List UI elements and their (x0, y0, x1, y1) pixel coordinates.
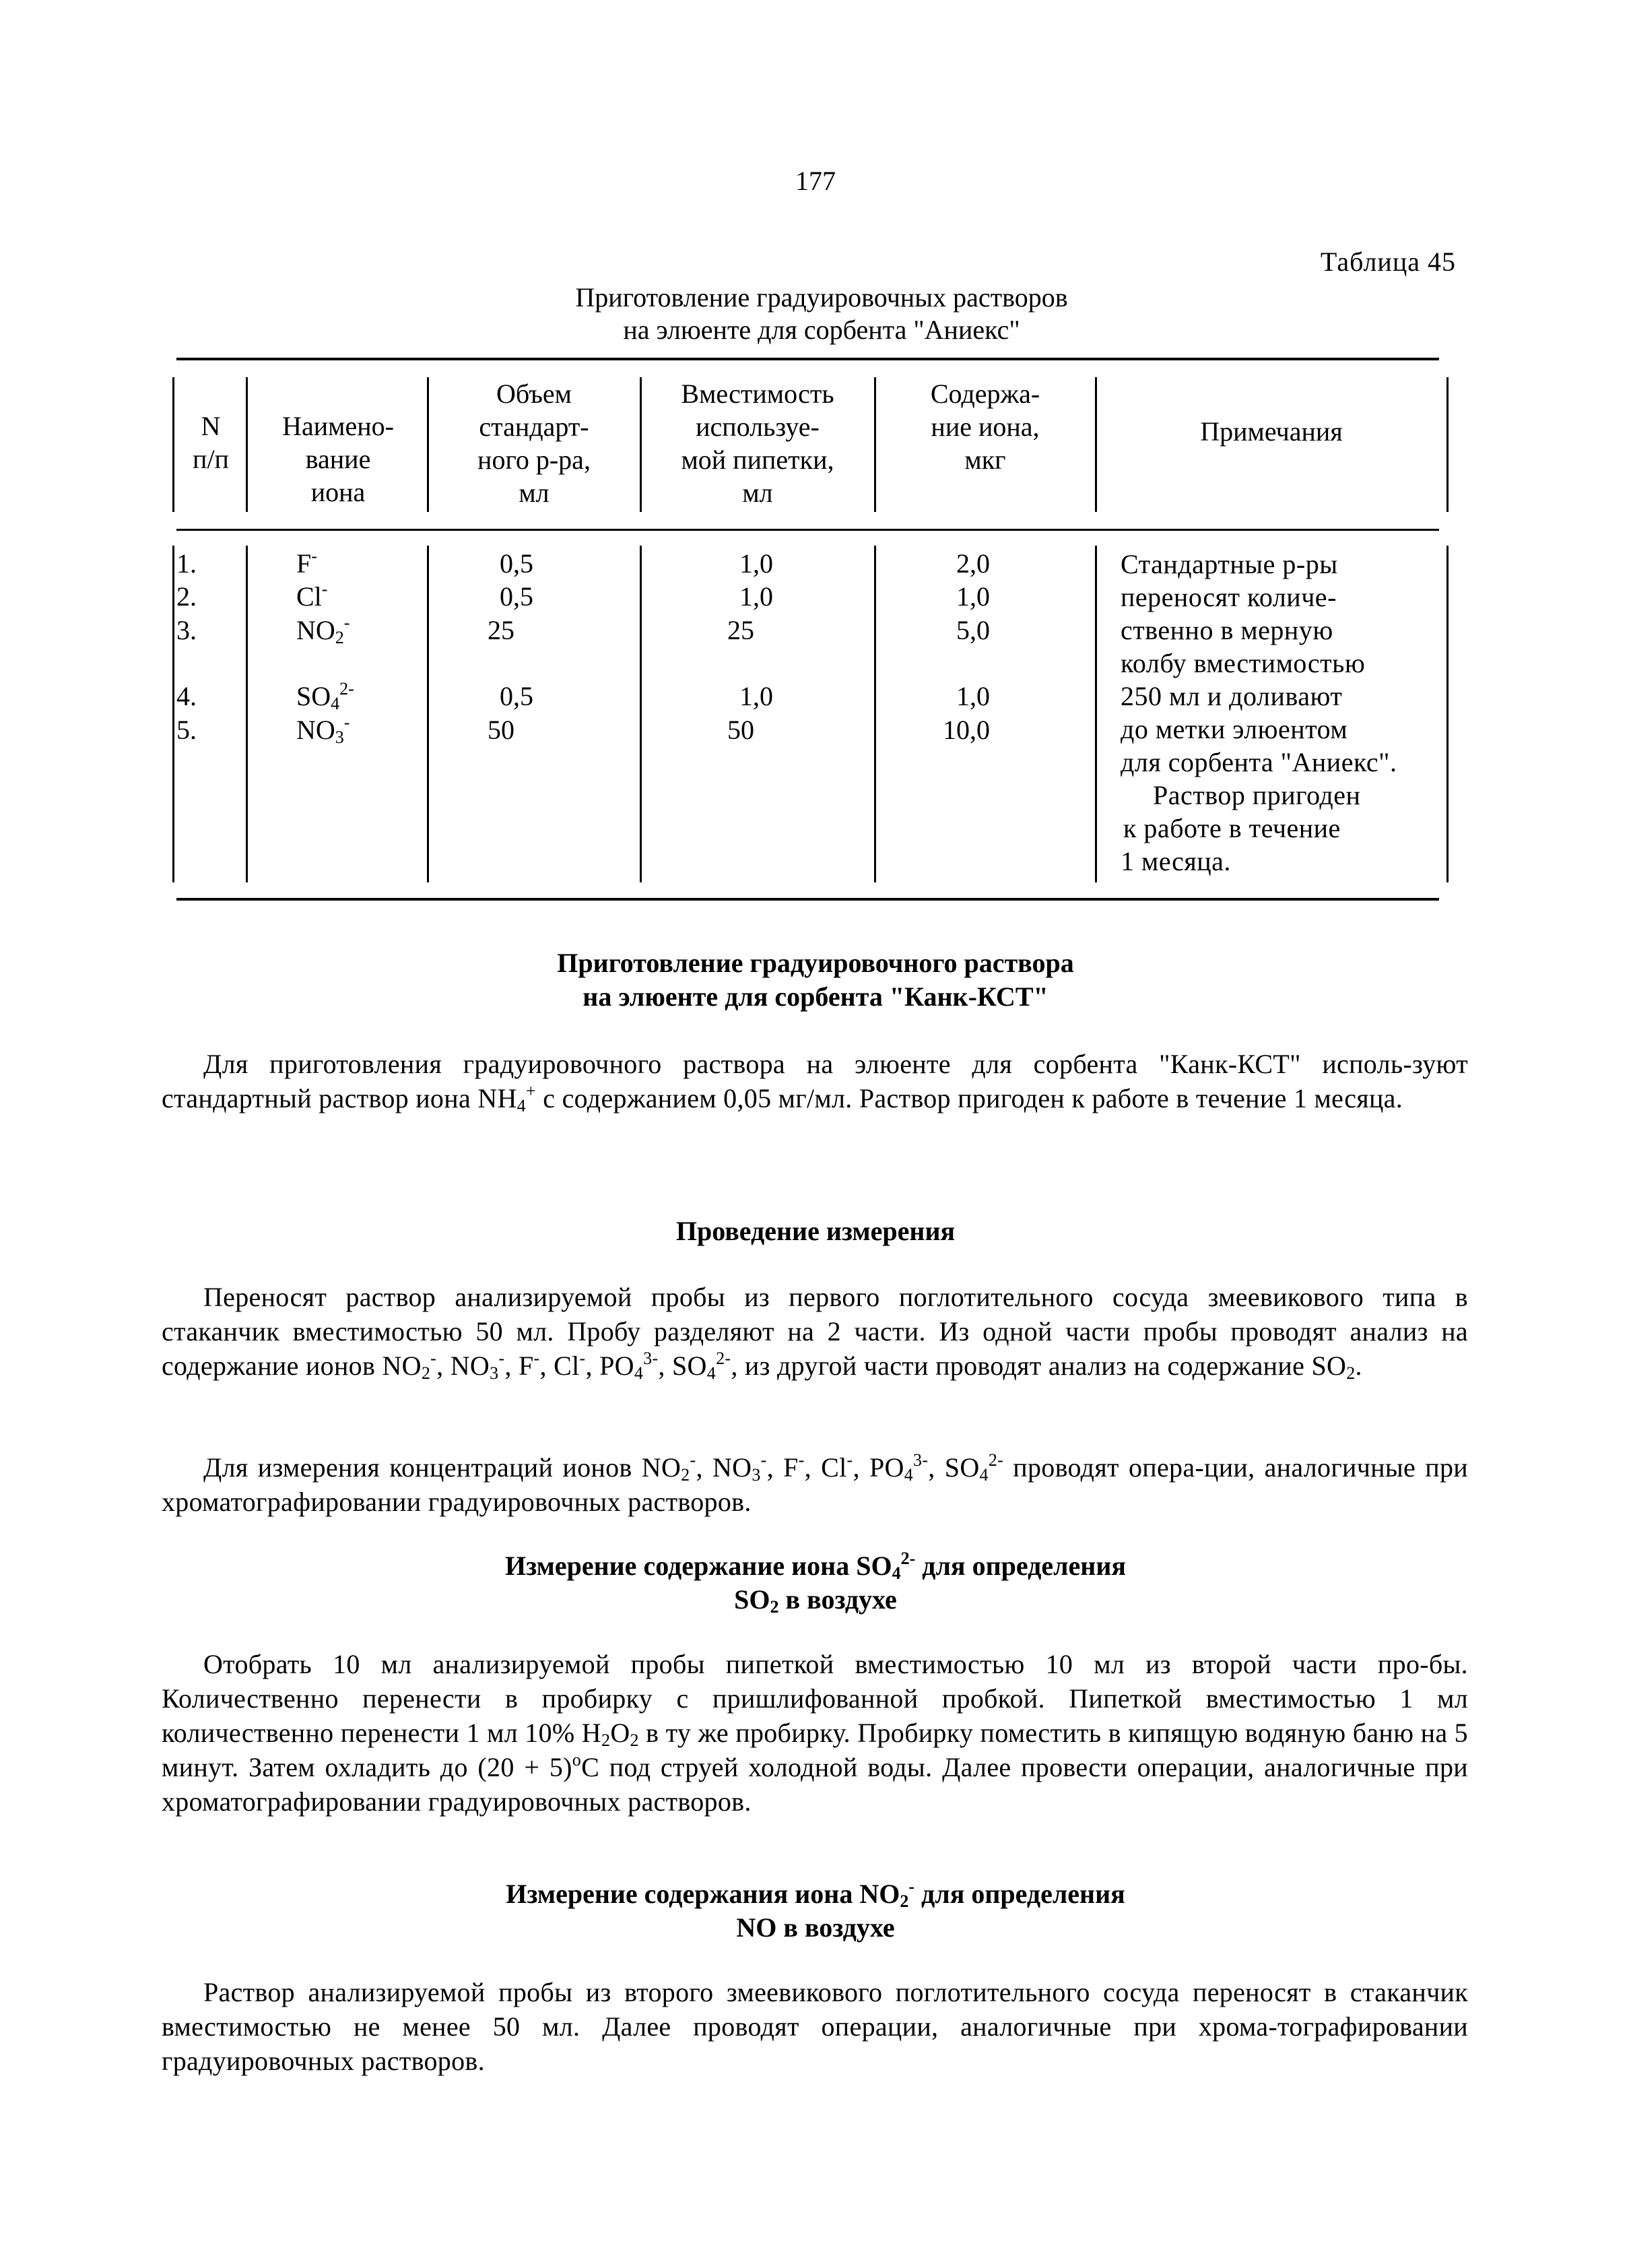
note-line: 250 мл и доливают (1121, 681, 1343, 711)
header-volume: Объем стандарт- ного р-ра, мл (477, 379, 591, 508)
table-label: Таблица 45 (1320, 247, 1456, 277)
paragraph-measurement-1: Переносят раствор анализируемой пробы из первого поглотительного сосуда змеевикового типа в стаканчик вместимостью 50 мл. Пробу разделяют на 2 части. Из одной части пробы проводят анализ на содержание ионов $NO_2^-$, $NO_3^-$, F-, Cl-, $PO_4^{3-}$, $SO_4^{2-}$, из другой части проводят анализ на содержание $SO_2$. (162, 1282, 1468, 1383)
row-content: 2,0 (956, 548, 990, 579)
header-ion-name: Наимено- вание иона (282, 411, 394, 507)
table-bottom-rule (176, 898, 1439, 901)
row-number: 5. (176, 715, 197, 745)
table-divider-body (874, 546, 876, 882)
table-title-line2: на элюенте для сорбента "Аниекс" (623, 315, 1020, 345)
paragraph-so4: Отобрать 10 мл анализируемой пробы пипеткой вместимостью 10 мл из второй части про-бы. Количественно перенести в пробирку с пришлифованной пробкой. Пипеткой вместимостью 1 мл количественно перенести 1 мл 10% $H_2O_2$ в ту же пробирку. Пробирку поместить в кипящую водяную баню на 5 минут. Затем охладить до $(20 + 5)^oС$ под струей холодной воды. Далее провести операции, аналогичные при хроматографировании градуировочных растворов. (162, 1649, 1468, 1817)
paragraph-measurement-2: Для измерения концентраций ионов $NO_2^-$, $NO_3^-$, F-, Cl-, $PO_4^{3-}$, $SO_4^{2-}$ проводят опера-ции, аналогичные при хроматографировании градуировочных растворов. (162, 1450, 1469, 1517)
row-volume: 25 (488, 615, 514, 645)
table-divider-body (427, 546, 429, 882)
row-volume: 0,5 (500, 548, 533, 579)
row-ion: Cl- (296, 579, 328, 612)
header-pipette: Вместимость используе- мой пипетки, мл (681, 379, 834, 508)
table-border-right-header (1446, 377, 1449, 512)
note-line: для сорбента "Аниекс". (1121, 747, 1397, 777)
table-divider-body (640, 546, 642, 882)
row-ion: $NO_3^-$ (296, 713, 350, 747)
note-line: до метки элюентом (1121, 714, 1348, 744)
row-number: 1. (176, 548, 197, 579)
notes-cell (1121, 548, 1444, 878)
row-pipette: 1,0 (739, 581, 773, 612)
note-line: 1 месяца. (1121, 846, 1231, 876)
row-ion: F- (296, 546, 317, 579)
row-ion: $NO_2^-$ (296, 613, 350, 647)
table-header-rule (176, 529, 1439, 531)
table-title-line1: Приготовление градуировочных растворов (575, 282, 1068, 313)
row-volume: 50 (488, 715, 514, 745)
section-title-kank: Приготовление градуировочного раствора на элюенте для сорбента "Канк-КСТ" (557, 948, 1074, 1012)
paragraph-no2: Раствор анализируемой пробы из второго змеевикового поглотительного сосуда переносят в стаканчик вместимостью не менее 50 мл. Далее проводят операции, аналогичные при хрома-тографировании градуировочных растворов. (162, 1977, 1468, 2076)
section-title-measurement: Проведение измерения (675, 1216, 956, 1246)
header-notes: Примечания (1200, 416, 1343, 447)
row-number: 4. (176, 681, 197, 711)
note-line: переносят количе- (1121, 582, 1337, 612)
row-pipette: 50 (727, 715, 754, 745)
row-pipette: 1,0 (739, 548, 773, 579)
row-content: 1,0 (956, 681, 990, 711)
page-number: 177 (795, 166, 836, 196)
note-line: ственно в мерную (1121, 615, 1333, 645)
row-content: 5,0 (956, 615, 990, 645)
row-content: 1,0 (956, 581, 990, 612)
note-line: колбу вместимостью (1121, 648, 1366, 678)
row-volume: 0,5 (500, 581, 533, 612)
note-line: Стандартные р-ры (1121, 549, 1338, 579)
row-pipette: 25 (727, 615, 754, 645)
table-divider-body (1095, 546, 1097, 882)
table-border-right-body (1446, 546, 1449, 882)
table-border-left-body (172, 546, 174, 882)
row-number: 2. (176, 581, 197, 612)
table-top-rule (176, 358, 1439, 360)
header-content: Содержа- ние иона, мкг (930, 379, 1040, 475)
row-content: 10,0 (943, 715, 990, 745)
row-number: 3. (176, 615, 197, 645)
row-ion: $SO_4^{2-}$ (296, 679, 354, 713)
row-volume: 0,5 (500, 681, 533, 711)
header-number: N п/п (193, 411, 229, 474)
section-title-so4: Измерение содержание иона $SO_4^{2-}$ для определения $SO_2$ в воздухе (504, 1549, 1127, 1617)
table-title (0, 282, 1631, 346)
paragraph-kank: Для приготовления градуировочного раствора на элюенте для сорбента "Канк-КСТ" исполь-зуют стандартный раствор иона $NH_4^+$ с содержанием 0,05 мг/мл. Раствор пригоден к работе в течение 1 месяца. (162, 1049, 1468, 1115)
note-line: к работе в течение (1123, 813, 1341, 843)
table-divider-body (246, 546, 248, 882)
note-line: Раствор пригоден (1153, 780, 1361, 810)
section-title-no2: Измерение содержания иона $NO_2^-$ для определения NO в воздухе (506, 1877, 1125, 1943)
row-pipette: 1,0 (739, 681, 773, 711)
